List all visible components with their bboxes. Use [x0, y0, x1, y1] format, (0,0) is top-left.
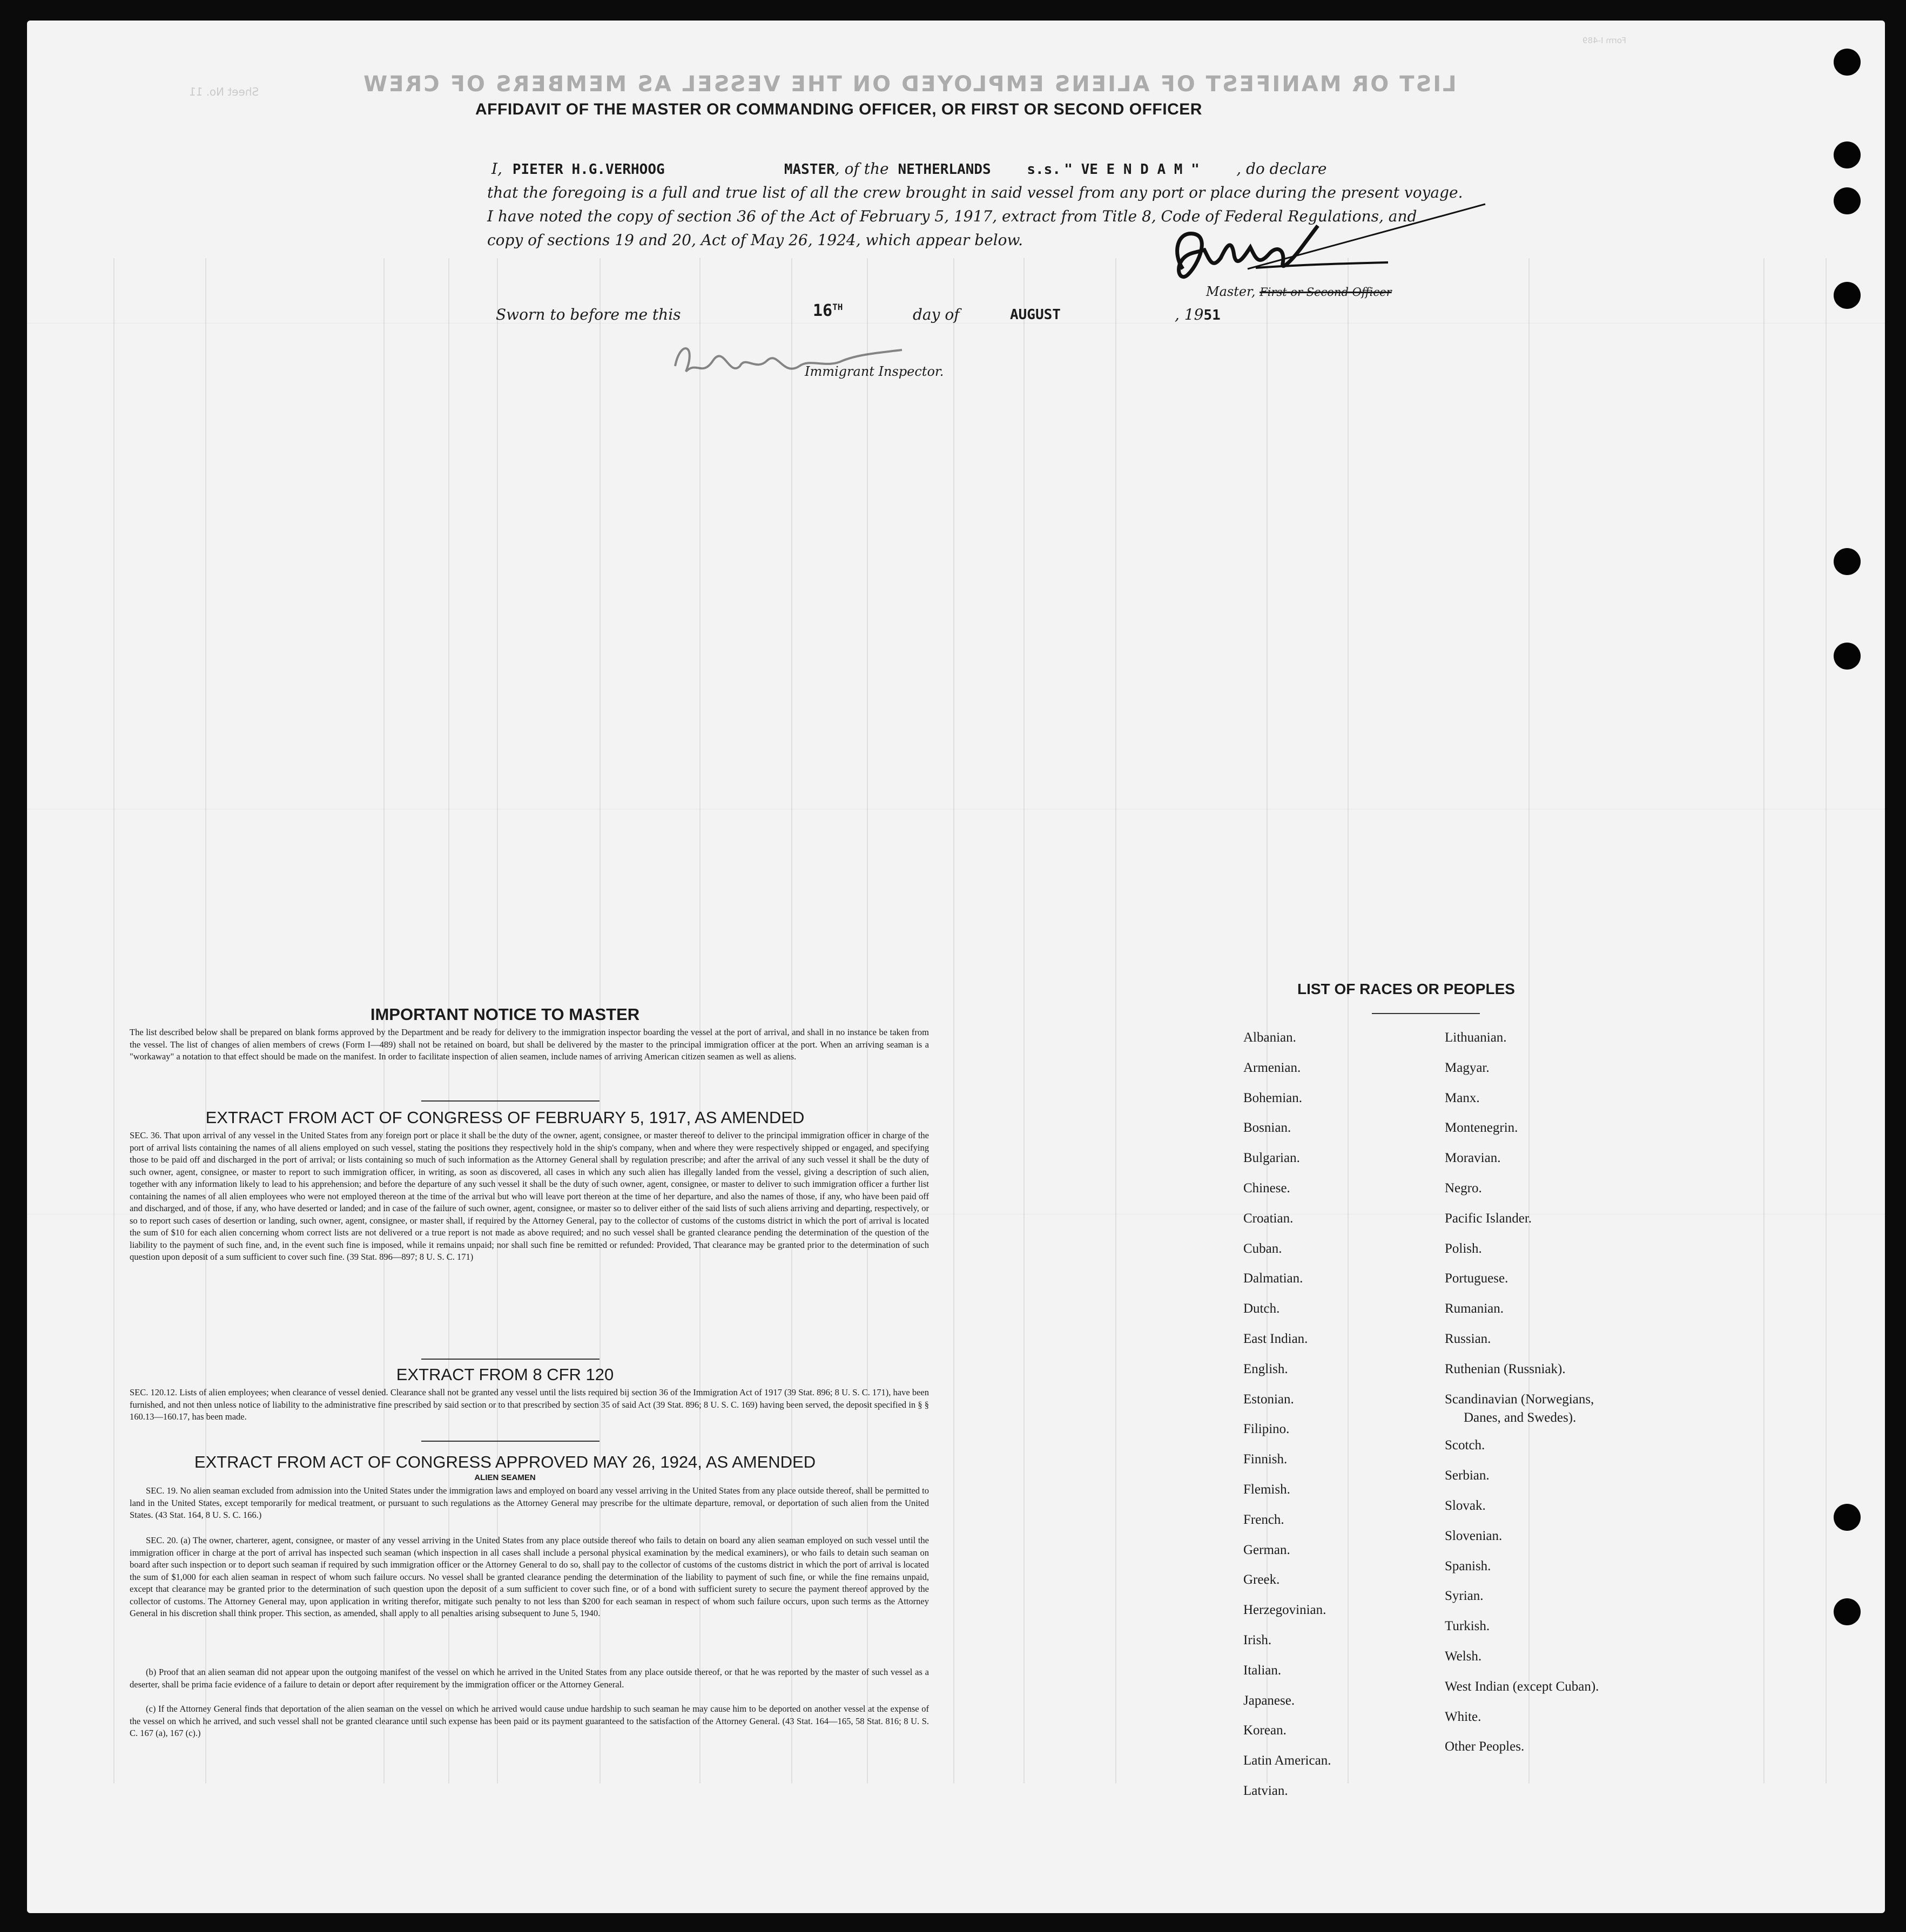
races-title: LIST OF RACES OR PEOPLES — [1297, 981, 1515, 997]
binder-hole — [1834, 548, 1861, 575]
inspector-signature — [664, 328, 913, 393]
race-item: Croatian. — [1243, 1211, 1294, 1226]
race-item: English. — [1243, 1361, 1288, 1376]
race-item: Finnish. — [1243, 1452, 1288, 1467]
race-item: German. — [1243, 1542, 1290, 1557]
extract-1924-sec20: SEC. 20. (a) The owner, charterer, agent, consignee, or master of any vessel arriving in the United States from any place outside thereof who fails to detain on board any alien seaman employed on such vessel until the immigration officer in charge at the port of arrival has inspected such seaman (which inspection in all cases shall include a personal physical examination by the medical examiners), or who fails to detain such seaman on board after such inspection or to deport such seaman if required by such immigration officer or the Attorney General to do so, shall pay to the collector of customs of the customs district in which the port of arrival is located the sum of $1,000 for each alien seaman in respect of whom such failure occurs. No vessel shall be granted clearance pending the determination of the liability to payment of such fine, or while the fine remains unpaid, except that clearance may be granted prior to the determination of such question upon the deposit of a sum sufficient to cover such fine, or of a bond with sufficient surety to secure the payment thereof approved by the collector of customs. The Attorney General may, upon application in writing therefor, mitigate such penalty to not less than $200 for each seaman in respect of whom such failure occurs, upon such terms as the Attorney General in his discretion shall think proper. This section, as amended, shall apply to all penalties arising subsequent to June 5, 1940. — [130, 1535, 929, 1618]
bleed-through-sheet-no: Sheet No. 11 — [189, 85, 259, 98]
year-prefix: , 19 — [1175, 306, 1204, 323]
race-item: Slovak. — [1445, 1498, 1486, 1513]
sworn-day — [813, 301, 843, 320]
bleed-grid-line — [1115, 258, 1116, 1784]
extract-1924-sec20c: (c) If the Attorney General finds that deportation of the alien seaman on the vessel on which he arrived would cause undue hardship to such seaman he may cause him to be deported on another vessel at the expense of the vessel on which he arrived, and such vessel shall not be granted clearance until such expense has been paid or its payment guaranteed to the satisfaction of the Attorney General. (43 Stat. 164—165, 58 Stat. 816; 8 U. S. C. 167 (a), 167 (c).) — [130, 1704, 929, 1738]
extract-cfr-title: EXTRACT FROM 8 CFR 120 — [396, 1365, 614, 1384]
race-item: Dutch. — [1243, 1301, 1280, 1316]
bleed-grid-line — [1763, 258, 1764, 1784]
race-item: Flemish. — [1243, 1482, 1290, 1497]
binder-hole — [1834, 49, 1861, 76]
race-item: Montenegrin. — [1445, 1120, 1518, 1136]
race-item: Latin American. — [1243, 1753, 1331, 1768]
declare-suffix: , do declare — [1236, 160, 1327, 178]
extract-1924-sec20b: (b) Proof that an alien seaman did not appear upon the outgoing manifest of the vessel on which he arrived in the United States from any place outside thereof, or that he was reported by the master of such vessel as a deserter, shall be prima facie evidence of a failure to detain or deport after requirement by the immigration officer or the Attorney General. — [130, 1667, 929, 1690]
declarant-prefix: I, — [491, 160, 502, 178]
race-item: Albanian. — [1243, 1030, 1296, 1045]
race-item: Scotch. — [1445, 1438, 1485, 1453]
race-item: Korean. — [1243, 1723, 1287, 1738]
race-item: Manx. — [1445, 1090, 1480, 1105]
race-item: Spanish. — [1445, 1558, 1491, 1573]
bleed-grid-line — [1348, 258, 1349, 1784]
extract-cfr-body: SEC. 120.12. Lists of alien employees; when clearance of vessel denied. Clearance shall not be granted any vessel until the lists required bij section 36 of the Immigration Act of 1917 (39 Stat. 896; 8 U. S. C. 171), have been furnished, and not then unless notice of liability to the administrative fine prescribed by said section or to that prescribed by section 35 of said Act (39 Stat. 896; 8 U. S. C. 169) having been served, the deposit specified in § § 160.13—160.17, has been made. — [130, 1387, 929, 1422]
notice-title: IMPORTANT NOTICE TO MASTER — [370, 1005, 640, 1024]
of-the-label: , of the — [834, 160, 889, 178]
bleed-grid-line — [953, 258, 954, 1784]
race-item: Italian. — [1243, 1663, 1282, 1678]
sworn-day-suffix: TH — [832, 302, 843, 312]
race-item: Rumanian. — [1445, 1301, 1504, 1316]
bleed-grid-line — [1528, 258, 1530, 1784]
extract-1917-title: EXTRACT FROM ACT OF CONGRESS OF FEBRUARY 5, 1917, AS AMENDED — [205, 1108, 805, 1127]
race-item: Slovenian. — [1445, 1528, 1503, 1543]
race-item: Pacific Islander. — [1445, 1211, 1532, 1226]
vessel-nationality: NETHERLANDS — [898, 161, 991, 178]
race-item: East Indian. — [1243, 1332, 1308, 1346]
affidavit-title: AFFIDAVIT OF THE MASTER OR COMMANDING OFFICER, OR FIRST OR SECOND OFFICER — [475, 100, 1202, 118]
race-item: Greek. — [1243, 1572, 1280, 1588]
affidavit-line-1 — [491, 160, 1326, 178]
race-item: Welsh. — [1445, 1649, 1482, 1664]
binder-hole — [1834, 1598, 1861, 1625]
race-item: Serbian. — [1445, 1468, 1490, 1483]
section-divider — [421, 1100, 600, 1102]
race-item: Bohemian. — [1243, 1090, 1303, 1105]
officer-rank: MASTER — [784, 161, 835, 178]
race-item: Polish. — [1445, 1241, 1482, 1256]
race-item: Bosnian. — [1243, 1120, 1291, 1136]
master-label-line — [1206, 284, 1392, 299]
inspector-label: Immigrant Inspector. — [805, 364, 944, 379]
race-item: Russian. — [1445, 1332, 1491, 1346]
race-item: Chinese. — [1243, 1181, 1290, 1195]
sworn-prefix: Sworn to before me this — [496, 306, 681, 323]
race-item: French. — [1243, 1512, 1284, 1527]
race-item: Japanese. — [1243, 1693, 1295, 1708]
binder-hole — [1834, 643, 1861, 670]
sworn-year — [1175, 306, 1221, 323]
race-item: Syrian. — [1445, 1589, 1484, 1604]
bleed-through-form-no: Form I-489 — [1582, 36, 1627, 45]
race-item: Scandinavian (Norwegians, — [1445, 1391, 1594, 1407]
race-item: Ruthenian (Russniak). — [1445, 1361, 1566, 1376]
race-item: Irish. — [1243, 1633, 1272, 1647]
vessel-name: " VE E N D A M " — [1064, 161, 1200, 178]
master-label: Master, — [1206, 284, 1256, 299]
day-of-label: day of — [913, 306, 960, 323]
bleed-grid-line — [1023, 258, 1025, 1784]
affidavit-line-3: I have noted the copy of section 36 of the Act of February 5, 1917, extract from Title 8, Code of Federal Regulations, and — [487, 207, 1417, 225]
races-title-rule — [1372, 1013, 1480, 1014]
bleed-through-heading: LIST OR MANIFEST OF ALIENS EMPLOYED ON THE VESSEL AS MEMBERS OF CREW — [362, 72, 1457, 97]
binder-hole — [1834, 282, 1861, 309]
race-item: Turkish. — [1445, 1619, 1490, 1634]
extract-1924-title: EXTRACT FROM ACT OF CONGRESS APPROVED MAY 26, 1924, AS AMENDED — [194, 1453, 816, 1471]
race-item: Other Peoples. — [1445, 1739, 1525, 1754]
struck-officer-text: First or Second Officer — [1260, 286, 1392, 299]
race-item: Moravian. — [1445, 1151, 1501, 1166]
race-item: Cuban. — [1243, 1241, 1282, 1256]
notice-body: The list described below shall be prepared on blank forms approved by the Department and be ready for delivery to the immigration inspector boarding the vessel at the port of arrival, and shall in no instance be taken from the vessel. The list of changes of alien members of crews (Form I—489) shall not be retained on board, but shall be delivered by the master to the principal immigration officer at the port. When an arriving seaman is a "workaway" a notation to that effect should be made on the manifest. In order to facilitate inspection of alien seamen, include names of arriving American citizen seamen as well as aliens. — [130, 1027, 929, 1062]
section-divider — [421, 1441, 600, 1442]
affidavit-line-2: that the foregoing is a full and true list of all the crew brought in said vessel from any port or place during the present voyage. — [487, 184, 1463, 201]
race-item: Portuguese. — [1445, 1271, 1508, 1286]
race-item: Negro. — [1445, 1181, 1482, 1195]
race-item: White. — [1445, 1709, 1481, 1724]
race-item: Herzegovinian. — [1243, 1603, 1326, 1618]
binder-hole — [1834, 187, 1861, 214]
year-suffix: 51 — [1203, 307, 1221, 323]
race-item: Dalmatian. — [1243, 1271, 1303, 1286]
vessel-prefix: s.s. — [1027, 161, 1061, 178]
race-item: Magyar. — [1445, 1060, 1490, 1075]
binder-hole — [1834, 141, 1861, 168]
extract-1917-body: SEC. 36. That upon arrival of any vessel in the United States from any foreign port or place it shall be the duty of the owner, agent, consignee, or master thereof to deliver to the principal immigration officer in charge of the port of arrival lists containing the names of all aliens employed on such vessel, stating the positions they respectively hold in the ship's company, when and where they were respectively shipped or engaged, and specifying those to be paid off and discharged in the port of arrival; or lists containing so much of such information as the Attorney General shall by regulation prescribe; and after the arrival of any such vessel it shall be the duty of such owner, agent, consignee, or master to report to such immigration officer, in writing, as soon as discovered, all cases in which any such alien has illegally landed from the vessel, giving a description of such alien, together with any information likely to lead to his apprehension; and before the departure of any such vessel it shall be the duty of such owner, agent, consignee, or master to deliver to such immigration officer a further list containing the names of all alien employees who were not employed thereon at the time of the arrival but who will leave port thereon at the time of her departure, and also the names of those, if any, who have been paid off and discharged, and of those, if any, who have deserted or landed; and in case of the failure of such owner, agent, consignee, or master so to deliver either of the said lists of such aliens arriving and departing, respectively, or so to report such cases of desertion or landing, such owner, agent, consignee, or master shall, if required by the Attorney General, pay to the collector of customs of the customs district in which the port of arrival is located the sum of $10 for each alien concerning whom correct lists are not delivered or a true report is not made as above required; and no such vessel shall be granted clearance pending the determination of the question of the liability to the payment of such fine, and, in the event such fine is imposed, while it remains unpaid; nor shall such fine be remitted or refunded: Provided, That clearance may be granted prior to the determination of such question upon deposit of a sum sufficient to cover such fine. (39 Stat. 896—897; 8 U. S. C. 171) — [130, 1130, 929, 1262]
race-item: Lithuanian. — [1445, 1030, 1507, 1045]
race-item: Estonian. — [1243, 1391, 1294, 1407]
race-item: Armenian. — [1243, 1060, 1301, 1075]
extract-1924-subtitle: ALIEN SEAMEN — [474, 1473, 536, 1482]
race-item: West Indian (except Cuban). — [1445, 1679, 1599, 1694]
race-item: Bulgarian. — [1243, 1151, 1300, 1166]
bleed-grid-line — [1826, 258, 1827, 1784]
affidavit-line-4: copy of sections 19 and 20, Act of May 26, 1924, which appear below. — [487, 231, 1023, 249]
manifest-sheet — [27, 21, 1885, 1913]
binder-hole — [1834, 1504, 1861, 1531]
section-divider — [421, 1359, 600, 1360]
race-item: Latvian. — [1243, 1784, 1288, 1798]
officer-name: PIETER H.G.VERHOOG — [512, 161, 665, 178]
race-item: Filipino. — [1243, 1422, 1290, 1437]
sworn-month: AUGUST — [1010, 307, 1061, 323]
extract-1924-sec19: SEC. 19. No alien seaman excluded from admission into the United States under the immigration laws and employed on board any vessel arriving in the United States from any place outside thereof, shall be permitted to land in the United States, except temporarily for medical treatment, or pursuant to such regulations as the Attorney General may prescribe for the ultimate departure, removal, or deportation of such alien from the United States. (43 Stat. 164, 8 U. S. C. 166.) — [130, 1485, 929, 1520]
race-item: Danes, and Swedes). — [1464, 1410, 1577, 1425]
sworn-day-number: 16 — [813, 301, 833, 320]
